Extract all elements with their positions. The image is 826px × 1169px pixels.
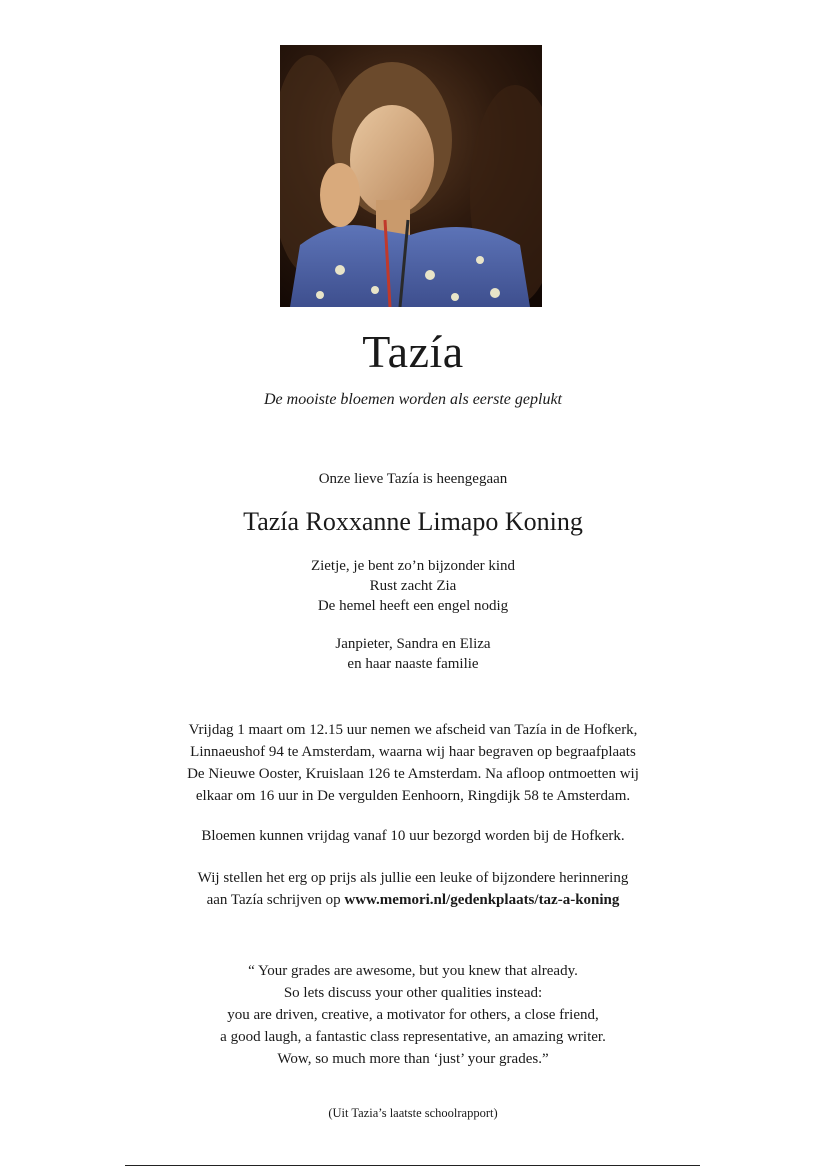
bottom-divider bbox=[125, 1165, 700, 1166]
flowers-notice: Bloemen kunnen vrijdag vanaf 10 uur bezorgd worden bij de Hofkerk. bbox=[201, 828, 625, 844]
quote-line: “ Your grades are awesome, but you knew that already. bbox=[248, 963, 578, 979]
farewell-line: Linnaeushof 94 te Amsterdam, waarna wij haar begraven op begraafplaats bbox=[190, 744, 636, 760]
portrait-photo bbox=[280, 45, 542, 307]
announcement-intro: Onze lieve Tazía is heengegaan bbox=[318, 471, 508, 487]
quote-line: Wow, so much more than ‘just’ your grades.” bbox=[277, 1051, 549, 1067]
family-line: en haar naaste familie bbox=[347, 656, 479, 672]
poem bbox=[0, 556, 826, 616]
motto: De mooiste bloemen worden als eerste geplukt bbox=[263, 391, 562, 408]
memori-prefix: aan Tazía schrijven op bbox=[206, 892, 345, 908]
quote-line: So lets discuss your other qualities instead: bbox=[283, 985, 543, 1001]
school-report-quote bbox=[0, 960, 826, 1070]
farewell-line: Vrijdag 1 maart om 12.15 uur nemen we afscheid van Tazía in de Hofkerk, bbox=[188, 722, 638, 738]
memori-line bbox=[0, 889, 826, 911]
poem-line: Rust zacht Zia bbox=[369, 578, 457, 594]
poem-line: Zietje, je bent zo’n bijzonder kind bbox=[310, 558, 516, 574]
farewell-line: elkaar om 16 uur in De vergulden Eenhoorn, Ringdijk 58 te Amsterdam. bbox=[195, 788, 631, 804]
deceased-first-name: Tazía bbox=[362, 326, 464, 377]
quote-line: a good laugh, a fantastic class representative, an amazing writer. bbox=[220, 1029, 606, 1045]
poem-line: De hemel heeft een engel nodig bbox=[317, 598, 509, 614]
memori-line: Wij stellen het erg op prijs als jullie een leuke of bijzondere herinnering bbox=[197, 870, 629, 886]
quote-line: you are driven, creative, a motivator for others, a close friend, bbox=[227, 1007, 599, 1023]
family-names bbox=[0, 634, 826, 674]
farewell-details bbox=[0, 719, 826, 807]
farewell-line: De Nieuwe Ooster, Kruislaan 126 te Amsterdam. Na afloop ontmoetten wij bbox=[187, 766, 639, 782]
memori-link[interactable]: www.memori.nl/gedenkplaats/taz-a-koning bbox=[344, 892, 620, 908]
memori-notice bbox=[0, 867, 826, 911]
quote-source: (Uit Tazia’s laatste schoolrapport) bbox=[328, 1106, 498, 1120]
family-line: Janpieter, Sandra en Eliza bbox=[335, 636, 491, 652]
deceased-full-name: Tazía Roxxanne Limapo Koning bbox=[243, 507, 583, 536]
